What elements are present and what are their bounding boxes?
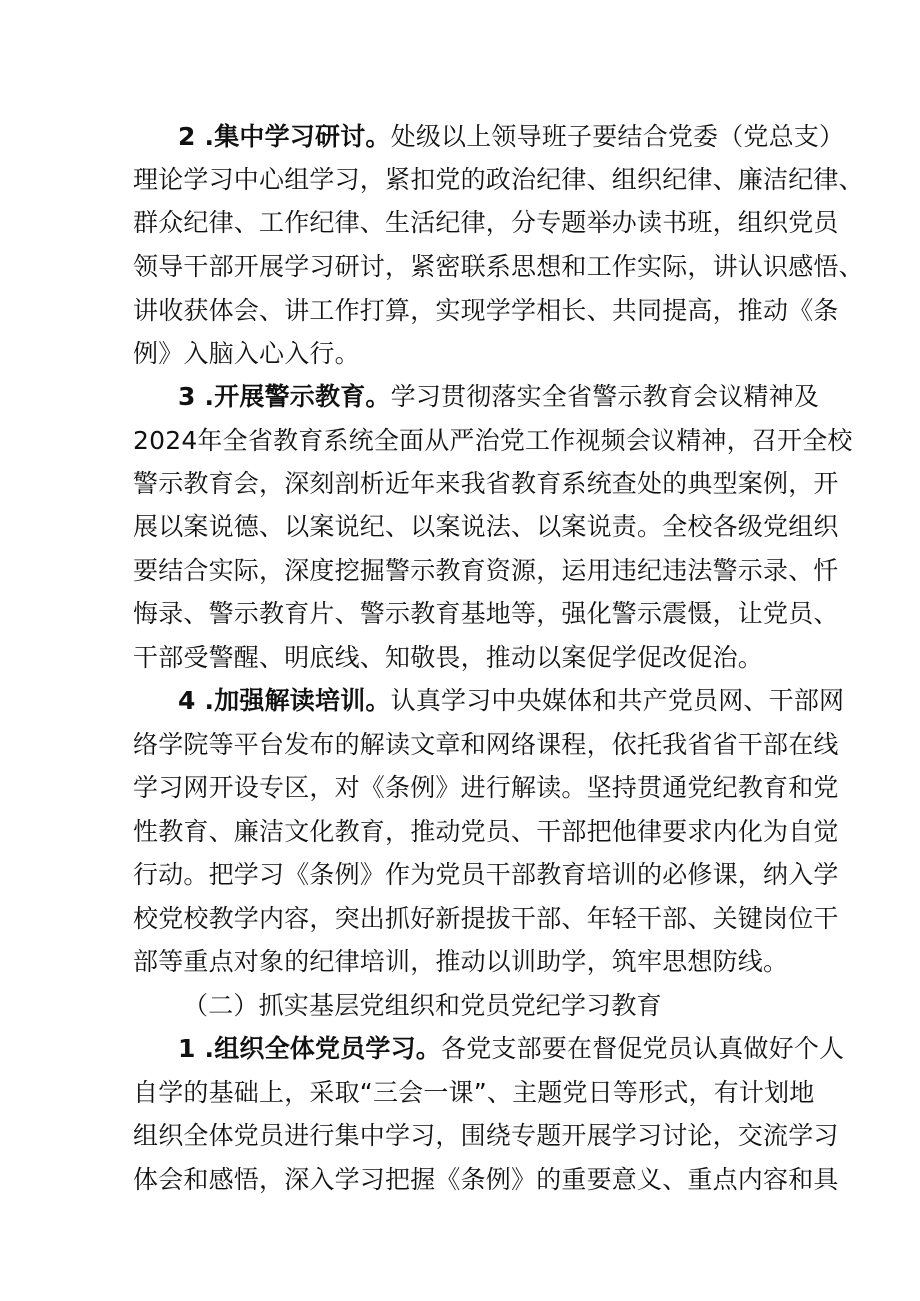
paragraph-1-title: .组织全体党员学习。 [195,1034,442,1063]
paragraph-3-line-1 [178,373,838,421]
paragraph-1-line-3: 组织全体党员进行集中学习，围绕专题开展学习讨论，交流学习 [133,1121,839,1150]
paragraph-3-title: .开展警示教育。 [195,382,391,411]
paragraph-2-line-3: 群众纪律、工作纪律、生活纪律，分专题举办读书班，组织党员 [133,208,839,237]
paragraph-4-line-7: 部等重点对象的纪律培训，推动以训助学，筑牢思想防线。 [133,947,789,976]
paragraph-2-line-5: 讲收获体会、讲工作打算，实现学学相长、共同提高，推动《条 [133,296,839,325]
section-heading: （二）抓实基层党组织和党员党纪学习教育 [183,991,662,1020]
paragraph-2-number: 2 [178,122,196,151]
paragraph-4-title: .加强解读培训。 [195,686,391,715]
paragraph-3-line-6: 悔录、警示教育片、警示教育基地等，强化警示震慑，让党员、 [133,599,839,628]
paragraph-2-text: 处级以上领导班子要结合党委（党总支） [390,122,845,151]
paragraph-1-number: 1 [178,1034,196,1063]
paragraph-4-text: 认真学习中央媒体和共产党员网、干部网 [390,686,845,715]
paragraph-4-number: 4 [178,686,196,715]
paragraph-3-text: 学习贯彻落实全省警示教育会议精神及 [390,382,820,411]
paragraph-2-line-4: 领导干部开展学习研讨，紧密联系思想和工作实际，讲认识感悟、 [133,252,864,281]
paragraph-3-line-5: 要结合实际，深度挖掘警示教育资源，运用违纪违法警示录、忏 [133,556,839,585]
paragraph-4-line-1 [178,677,845,725]
paragraph-4-line-4: 性教育、廉洁文化教育，推动党员、干部把他律要求内化为自觉 [133,817,839,846]
paragraph-1-line-4: 体会和感悟，深入学习把握《条例》的重要意义、重点内容和具 [133,1165,839,1194]
paragraph-3-line-7: 干部受警醒、明底线、知敬畏，推动以案促学促改促治。 [133,643,764,672]
paragraph-3-line-3: 警示教育会，深刻剖析近年来我省教育系统查处的典型案例，开 [133,469,839,498]
paragraph-2-line-2: 理论学习中心组学习，紧扣党的政治纪律、组织纪律、廉洁纪律、 [133,165,864,194]
paragraph-4-line-3: 学习网开设专区，对《条例》进行解读。坚持贯通党纪教育和党 [133,773,839,802]
paragraph-1-line-1 [178,1025,845,1073]
paragraph-4-line-5: 行动。把学习《条例》作为党员干部教育培训的必修课，纳入学 [133,860,839,889]
paragraph-1-text: 各党支部要在督促党员认真做好个人 [441,1034,845,1063]
paragraph-3-line-2: 2024年全省教育系统全面从严治党工作视频会议精神，召开全校 [133,426,853,455]
paragraph-1-line-2: 自学的基础上，采取“三会一课”、主题党日等形式，有计划地 [133,1078,815,1107]
paragraph-2-line-6: 例》入脑入心入行。 [133,339,360,368]
paragraph-3-number: 3 [178,382,196,411]
paragraph-4-line-6: 校党校教学内容，突出抓好新提拔干部、年轻干部、关键岗位干 [133,904,839,933]
paragraph-4-line-2: 络学院等平台发布的解读文章和网络课程，依托我省省干部在线 [133,730,839,759]
paragraph-2-title: .集中学习研讨。 [195,122,391,151]
paragraph-3-line-4: 展以案说德、以案说纪、以案说法、以案说责。全校各级党组织 [133,512,839,541]
paragraph-2-line-1 [178,113,845,161]
